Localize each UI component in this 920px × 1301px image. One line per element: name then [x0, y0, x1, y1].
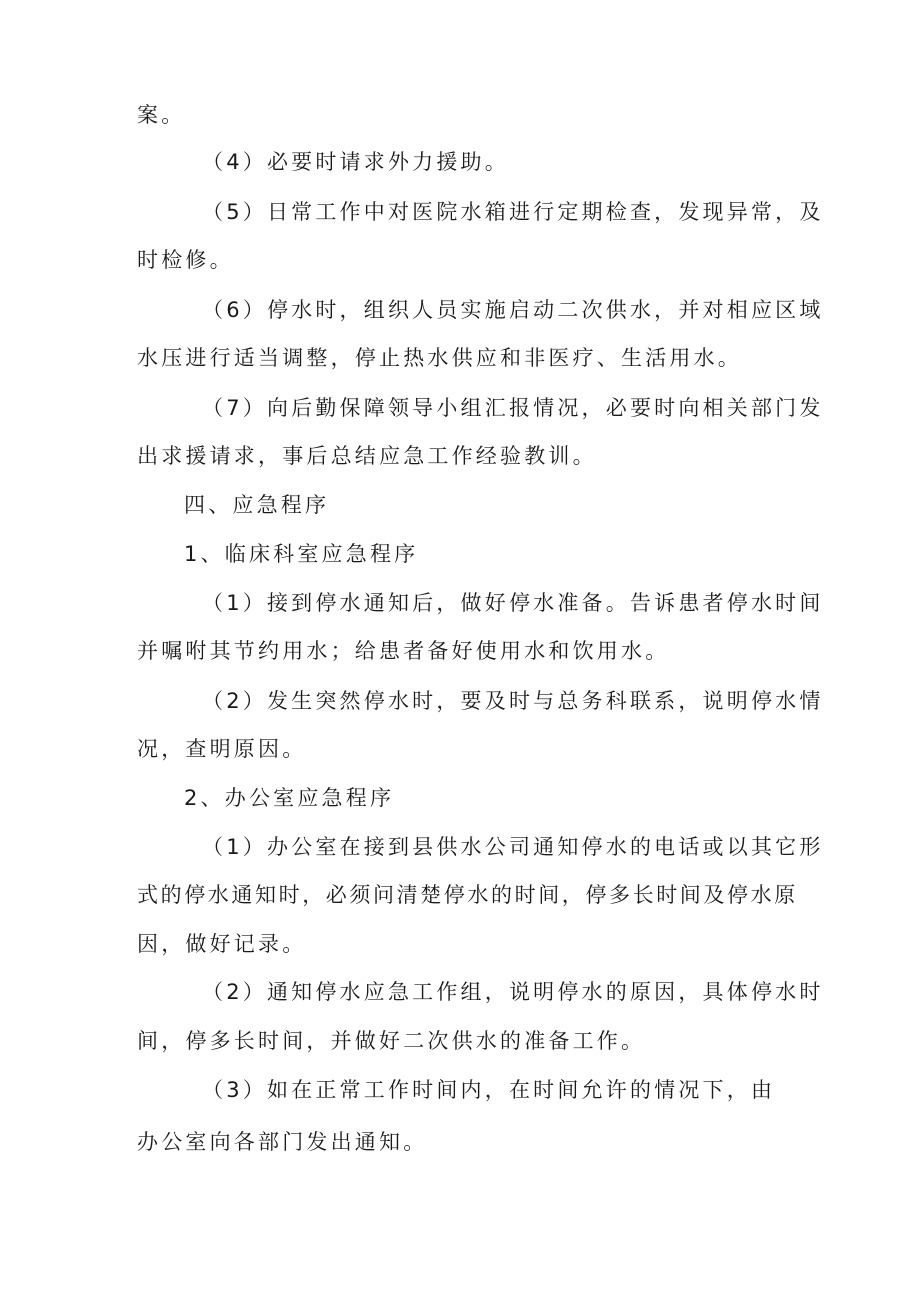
text-line: 况，查明原因。	[137, 737, 307, 761]
text-line: 时检修。	[137, 248, 234, 272]
text-line: （2）通知停水应急工作组，说明停水的原因，具体停水时	[202, 980, 824, 1004]
text-line: 因，做好记录。	[137, 932, 307, 956]
text-line: （4）必要时请求外力援助。	[202, 150, 509, 174]
section-heading: 四、应急程序	[184, 493, 330, 517]
text-line: 水压进行适当调整，停止热水供应和非医疗、生活用水。	[137, 346, 742, 370]
text-line: （6）停水时，组织人员实施启动二次供水，并对相应区域	[202, 298, 824, 322]
text-line: （5）日常工作中对医院水箱进行定期检查，发现异常，及	[202, 200, 824, 224]
text-line: 出求援请求，事后总结应急工作经验教训。	[137, 444, 597, 468]
subsection-heading: 2、办公室应急程序	[184, 786, 395, 810]
text-line: 办公室向各部门发出通知。	[137, 1130, 428, 1154]
text-line: 式的停水通知时，必须问清楚停水的时间，停多长时间及停水原	[137, 883, 798, 907]
text-line: 案。	[137, 103, 186, 127]
text-line: 并嘱咐其节约用水；给患者备好使用水和饮用水。	[137, 639, 670, 663]
text-line: 间，停多长时间，并做好二次供水的准备工作。	[137, 1029, 646, 1053]
text-line: （7）向后勤保障领导小组汇报情况，必要时向相关部门发	[202, 396, 824, 420]
subsection-heading: 1、临床科室应急程序	[184, 542, 419, 566]
text-line: （2）发生突然停水时，要及时与总务科联系，说明停水情	[202, 689, 824, 713]
text-line: （3）如在正常工作时间内，在时间允许的情况下，由	[202, 1078, 776, 1102]
text-line: （1）办公室在接到县供水公司通知停水的电话或以其它形	[202, 835, 824, 859]
text-line: （1）接到停水通知后，做好停水准备。告诉患者停水时间	[202, 591, 824, 615]
